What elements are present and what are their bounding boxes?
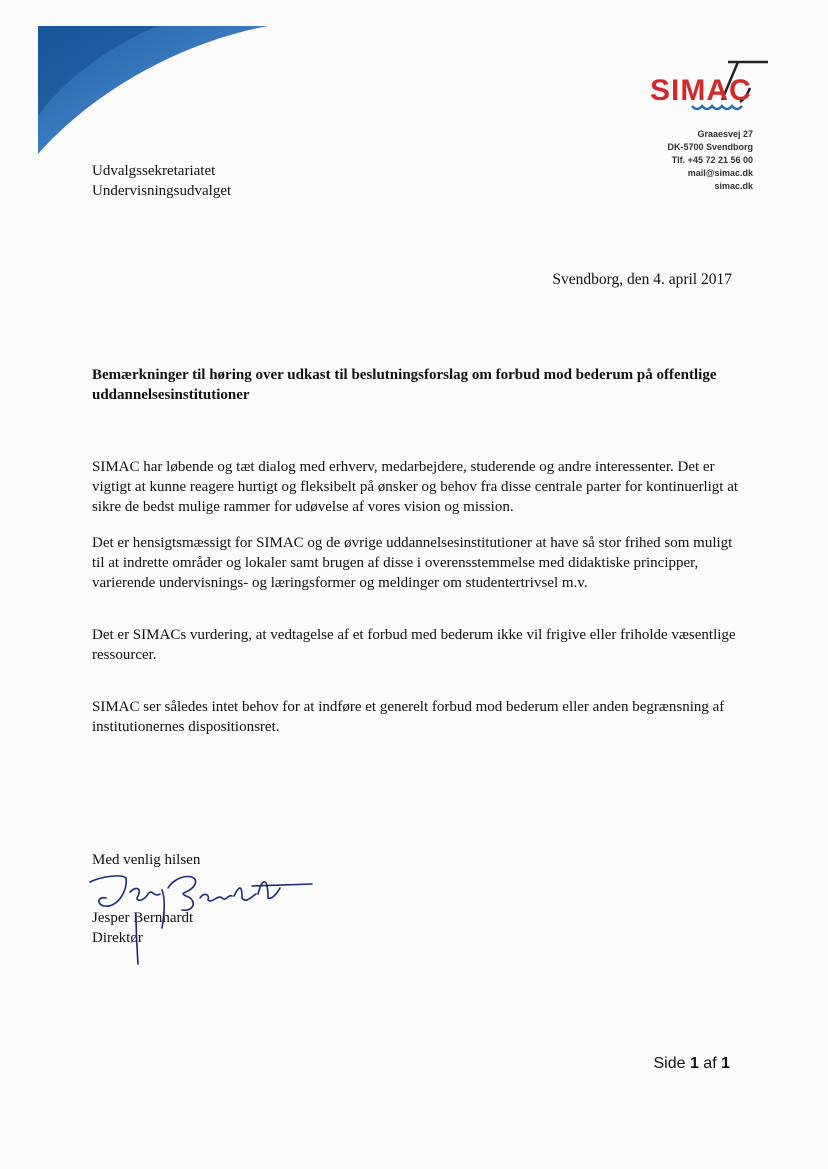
recipient-block (92, 161, 231, 201)
phone-text: Tlf. +45 72 21 56 00 (671, 155, 753, 165)
page-total: 1 (721, 1055, 730, 1072)
address-line2: DK-5700 Svendborg (667, 142, 753, 152)
recipient-line1: Udvalgssekretariatet (92, 163, 216, 179)
body-paragraph-3: Det er SIMACs vurdering, at vedtagelse af et forbud med bederum ikke vil frigive eller friholde væsentlige ressourcer. (92, 627, 736, 663)
logo-wordmark: SIMAC (650, 74, 752, 107)
page-number (653, 1055, 730, 1073)
subject-heading: Bemærkninger til høring over udkast til beslutningsforslag om forbud mod bederum på offentlige uddannelsesinstitutioner (92, 367, 717, 403)
page-prefix: Side (653, 1055, 690, 1072)
email-text: mail@simac.dk (687, 168, 753, 178)
handwritten-signature (82, 868, 322, 968)
page-middle: af (698, 1055, 722, 1072)
website-text: simac.dk (714, 181, 753, 191)
recipient-line2: Undervisningsudvalget (92, 183, 232, 199)
contact-block (667, 128, 753, 193)
body-paragraph-4: SIMAC ser således intet behov for at indføre et generelt forbud mod bederum eller anden begrænsning af institutionernes dispositionsret. (92, 699, 725, 735)
body-paragraph-2: Det er hensigtsmæssigt for SIMAC og de øvrige uddannelsesinstitutioner at have så stor frihed som muligt til at indrette områder og lokaler samt brugen af disse i overensstemmelse med didaktiske principper, varierende undervisnings- og læringsformer og meldinger om studentertrivsel m.v. (92, 535, 733, 591)
date-line: Svendborg, den 4. april 2017 (552, 271, 732, 288)
address-line1: Graaesvej 27 (697, 129, 753, 139)
signer-name: Jesper Bernhardt (92, 910, 194, 926)
closing-line: Med venlig hilsen (92, 852, 201, 868)
body-paragraph-1: SIMAC har løbende og tæt dialog med erhverv, medarbejdere, studerende og andre interessenter. Det er vigtigt at kunne reagere hurtigt og fleksibelt på ønsker og behov fra disse centrale parter for kontinuerligt at sikre de bedst mulige rammer for udøvelse af vores vision og mission. (92, 459, 739, 515)
simac-logo (640, 60, 770, 120)
signer-title: Direktør (92, 930, 143, 946)
corner-swoosh-graphic (38, 26, 278, 156)
page-current: 1 (689, 1055, 699, 1072)
